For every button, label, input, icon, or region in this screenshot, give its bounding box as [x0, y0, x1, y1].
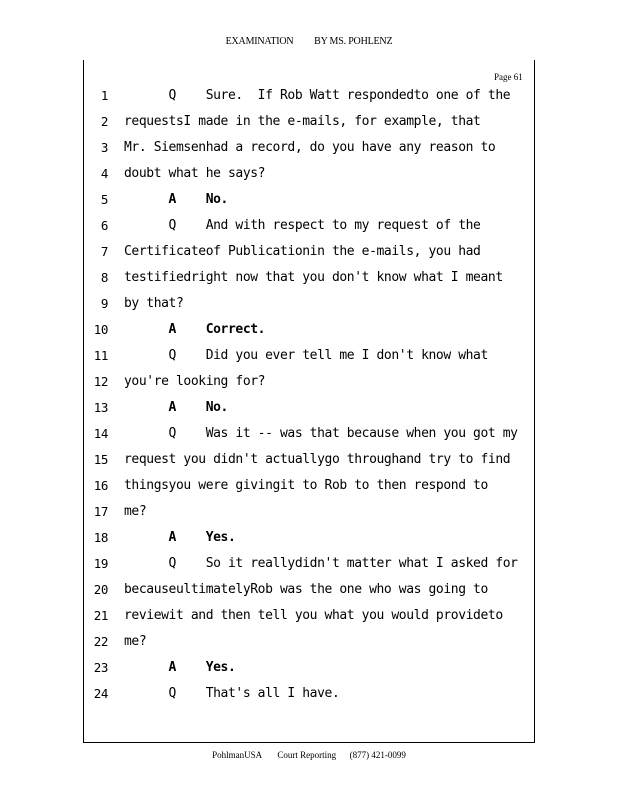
line-number: 19	[93, 556, 108, 571]
line-number: 5	[100, 192, 108, 207]
transcript-line	[0, 244, 618, 264]
footer-company: PohlmanUSA	[212, 750, 262, 760]
line-text: requestsI made in the e-mails, for example, that	[124, 114, 481, 129]
line-text: Certificateof Publicationin the e-mails, you had	[124, 244, 481, 259]
header-examiner: BY MS. POHLENZ	[314, 36, 393, 47]
footer-service: Court Reporting	[277, 750, 337, 760]
transcript-line	[0, 530, 618, 550]
transcript-line	[0, 166, 618, 186]
transcript-line	[0, 452, 618, 472]
transcript-line	[0, 556, 618, 576]
page-header	[0, 36, 618, 47]
transcript-line	[0, 686, 618, 706]
line-text: A Yes.	[124, 530, 236, 545]
line-text: Mr. Siemsenhad a record, do you have any reason to	[124, 140, 496, 155]
transcript-line	[0, 114, 618, 134]
line-text: Q So it reallydidn't matter what I asked for	[124, 556, 518, 571]
transcript-line	[0, 634, 618, 654]
header-section: EXAMINATION	[225, 36, 294, 47]
line-number: 11	[93, 348, 108, 363]
transcript-line	[0, 660, 618, 680]
line-text: me?	[124, 634, 147, 649]
line-text: you're looking for?	[124, 374, 266, 389]
line-number: 7	[100, 244, 108, 259]
transcript-line	[0, 504, 618, 524]
line-number: 14	[93, 426, 108, 441]
line-text: Q Sure. If Rob Watt respondedto one of the	[124, 88, 511, 103]
line-text: me?	[124, 504, 147, 519]
line-text: A No.	[124, 192, 228, 207]
line-number: 13	[93, 400, 108, 415]
line-text: Q Did you ever tell me I don't know what	[124, 348, 488, 363]
line-number: 9	[100, 296, 108, 311]
line-number: 20	[93, 582, 108, 597]
line-text: Q That's all I have.	[124, 686, 340, 701]
transcript-line	[0, 348, 618, 368]
transcript-line	[0, 400, 618, 420]
transcript-line	[0, 478, 618, 498]
line-text: by that?	[124, 296, 184, 311]
transcript-line	[0, 608, 618, 628]
line-text: testifiedright now that you don't know what I meant	[124, 270, 503, 285]
line-number: 1	[100, 88, 108, 103]
transcript-line	[0, 270, 618, 290]
page-footer	[0, 750, 618, 760]
line-text: reviewit and then tell you what you would provideto	[124, 608, 503, 623]
line-number: 15	[93, 452, 108, 467]
transcript-line	[0, 296, 618, 316]
line-number: 2	[100, 114, 108, 129]
transcript-line	[0, 218, 618, 238]
line-text: Q And with respect to my request of the	[124, 218, 481, 233]
line-text: thingsyou were givingit to Rob to then respond to	[124, 478, 488, 493]
line-number: 10	[93, 322, 108, 337]
line-number: 21	[93, 608, 108, 623]
line-number: 23	[93, 660, 108, 675]
transcript-line	[0, 582, 618, 602]
line-number: 17	[93, 504, 108, 519]
transcript-line	[0, 322, 618, 342]
page-number: Page 61	[494, 72, 523, 82]
line-text: A No.	[124, 400, 228, 415]
transcript-line	[0, 88, 618, 108]
line-number: 16	[93, 478, 108, 493]
line-text: Q Was it -- was that because when you got my	[124, 426, 518, 441]
line-number: 18	[93, 530, 108, 545]
line-text: request you didn't actuallygo throughand try to find	[124, 452, 511, 467]
transcript-line	[0, 426, 618, 446]
transcript-line	[0, 140, 618, 160]
line-number: 6	[100, 218, 108, 233]
line-number: 8	[100, 270, 108, 285]
line-text: A Yes.	[124, 660, 236, 675]
line-number: 12	[93, 374, 108, 389]
line-text: doubt what he says?	[124, 166, 266, 181]
line-text: becauseultimatelyRob was the one who was going to	[124, 582, 488, 597]
line-number: 24	[93, 686, 108, 701]
line-text: A Correct.	[124, 322, 266, 337]
transcript-line	[0, 192, 618, 212]
transcript-line	[0, 374, 618, 394]
line-number: 3	[100, 140, 108, 155]
footer-phone: (877) 421-0099	[349, 750, 406, 760]
line-number: 4	[100, 166, 108, 181]
line-number: 22	[93, 634, 108, 649]
